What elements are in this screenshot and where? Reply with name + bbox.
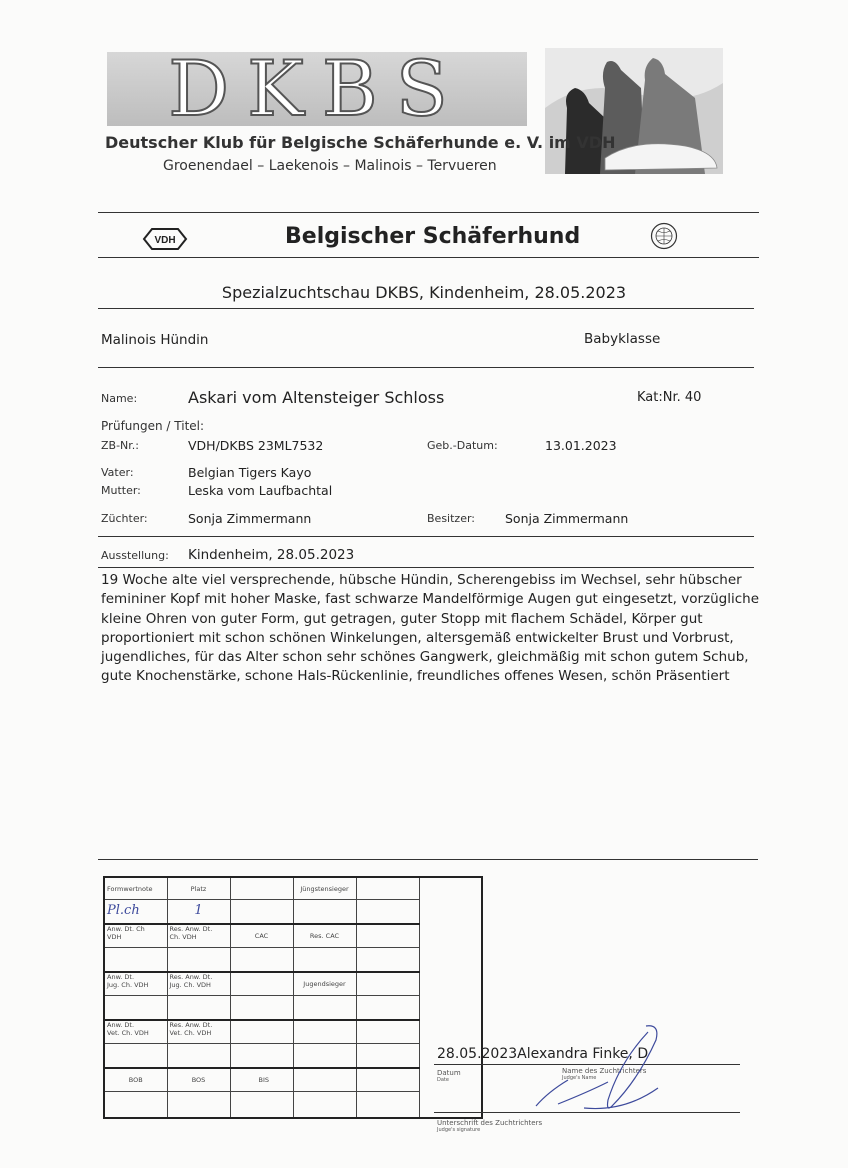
dogs-illustration bbox=[545, 48, 723, 174]
res-anw-vet-ch-vdh: Res. Anw. Dt. Vet. Ch. VDH bbox=[167, 1020, 230, 1044]
zb-label: ZB-Nr.: bbox=[101, 439, 139, 452]
vdh-logo bbox=[140, 226, 190, 252]
bob: BOB bbox=[104, 1068, 167, 1092]
dob-label: Geb.-Datum: bbox=[427, 439, 498, 452]
date-and-judge: 28.05.2023Alexandra Finke, D bbox=[437, 1046, 649, 1062]
show-name: Spezialzuchtschau DKBS, Kindenheim, 28.05.2023 bbox=[221, 283, 627, 302]
exhibition-value: Kindenheim, 28.05.2023 bbox=[188, 547, 355, 563]
zb-number: VDH/DKBS 23ML7532 bbox=[188, 438, 324, 453]
dog-name: Askari vom Altensteiger Schloss bbox=[188, 388, 445, 407]
club-varieties: Groenendael – Laekenois – Malinois – Tervueren bbox=[163, 158, 497, 174]
name-label: Name: bbox=[101, 392, 138, 405]
dam-name: Leska vom Laufbachtal bbox=[188, 483, 333, 498]
divider bbox=[434, 1112, 740, 1113]
sire-name: Belgian Tigers Kayo bbox=[188, 465, 312, 480]
divider bbox=[98, 257, 759, 258]
titles-label: Prüfungen / Titel: bbox=[101, 419, 205, 433]
club-name: Deutscher Klub für Belgische Schäferhunde e. V. im VDH bbox=[105, 133, 616, 152]
dkbs-logo: DKBS bbox=[107, 52, 527, 126]
jungstensieger-header: Jüngstensieger bbox=[293, 877, 356, 900]
vdh-logo-text: VDH bbox=[154, 235, 176, 246]
anw-vet-ch-vdh: Anw. Dt. Vet. Ch. VDH bbox=[104, 1020, 167, 1044]
bis: BIS bbox=[230, 1068, 293, 1092]
place-value: 1 bbox=[167, 900, 230, 924]
date-label: Datum Date bbox=[437, 1069, 461, 1083]
divider bbox=[98, 308, 754, 309]
breed-title: Belgischer Schäferhund bbox=[285, 224, 581, 249]
anw-dt-ch-vdh: Anw. Dt. Ch VDH bbox=[104, 924, 167, 948]
cac: CAC bbox=[230, 924, 293, 948]
breed-sex: Malinois Hündin bbox=[101, 332, 209, 348]
fci-seal-icon bbox=[650, 222, 678, 250]
grades-table bbox=[103, 876, 483, 1119]
res-anw-dt-ch-vdh: Res. Anw. Dt. Ch. VDH bbox=[167, 924, 230, 948]
breeder-label: Züchter: bbox=[101, 512, 148, 525]
sire-label: Vater: bbox=[101, 466, 134, 479]
owner-label: Besitzer: bbox=[427, 512, 475, 525]
grade-value: Pl.ch bbox=[104, 900, 167, 924]
owner-name: Sonja Zimmermann bbox=[505, 511, 629, 526]
dob-value: 13.01.2023 bbox=[545, 438, 617, 453]
jugendsieger: Jugendsieger bbox=[293, 972, 356, 996]
anw-jug-ch-vdh: Anw. Dt. Jug. Ch. VDH bbox=[104, 972, 167, 996]
judge-signature-label: Unterschrift des Zuchtrichters Judge's signature bbox=[437, 1119, 543, 1133]
res-cac: Res. CAC bbox=[293, 924, 356, 948]
res-anw-jug-ch-vdh: Res. Anw. Dt. Jug. Ch. VDH bbox=[167, 972, 230, 996]
exhibition-label: Ausstellung: bbox=[101, 549, 169, 562]
divider bbox=[98, 367, 754, 368]
dam-label: Mutter: bbox=[101, 484, 141, 497]
judge-signature bbox=[528, 1022, 668, 1116]
divider bbox=[98, 567, 754, 568]
platz-header: Platz bbox=[167, 877, 230, 900]
catalog-number: Kat:Nr. 40 bbox=[637, 390, 702, 405]
bos: BOS bbox=[167, 1068, 230, 1092]
formwertnote-header: Formwertnote bbox=[104, 877, 167, 900]
divider bbox=[98, 212, 759, 213]
judge-name-label: Name des Zuchtrichters Judge's Name bbox=[562, 1067, 647, 1081]
divider bbox=[98, 859, 758, 860]
divider bbox=[98, 536, 754, 537]
class-name: Babyklasse bbox=[584, 331, 661, 347]
breeder-name: Sonja Zimmermann bbox=[188, 511, 312, 526]
judge-critique: 19 Woche alte viel versprechende, hübsche Hündin, Scherengebiss im Wechsel, sehr hübscher femininer Kopf mit hoher Maske, fast schwarze Mandelförmige Augen gut eingesetzt, vorzügliche kleine Ohren von guter Form, gut getragen, guter Stopp mit flachem Schädel, Körper gut proportioniert mit schon schönen Winkelungen, altersgemäß entwickelter Brust und Vorbrust, jugendliches, für das Alter schon sehr schönes Gangwerk, gleichmäßig mit schon gutem Schub, gute Knochenstärke, schone Hals-Rückenlinie, freundliches offenes Wesen, schön Präsentiert bbox=[101, 572, 760, 685]
